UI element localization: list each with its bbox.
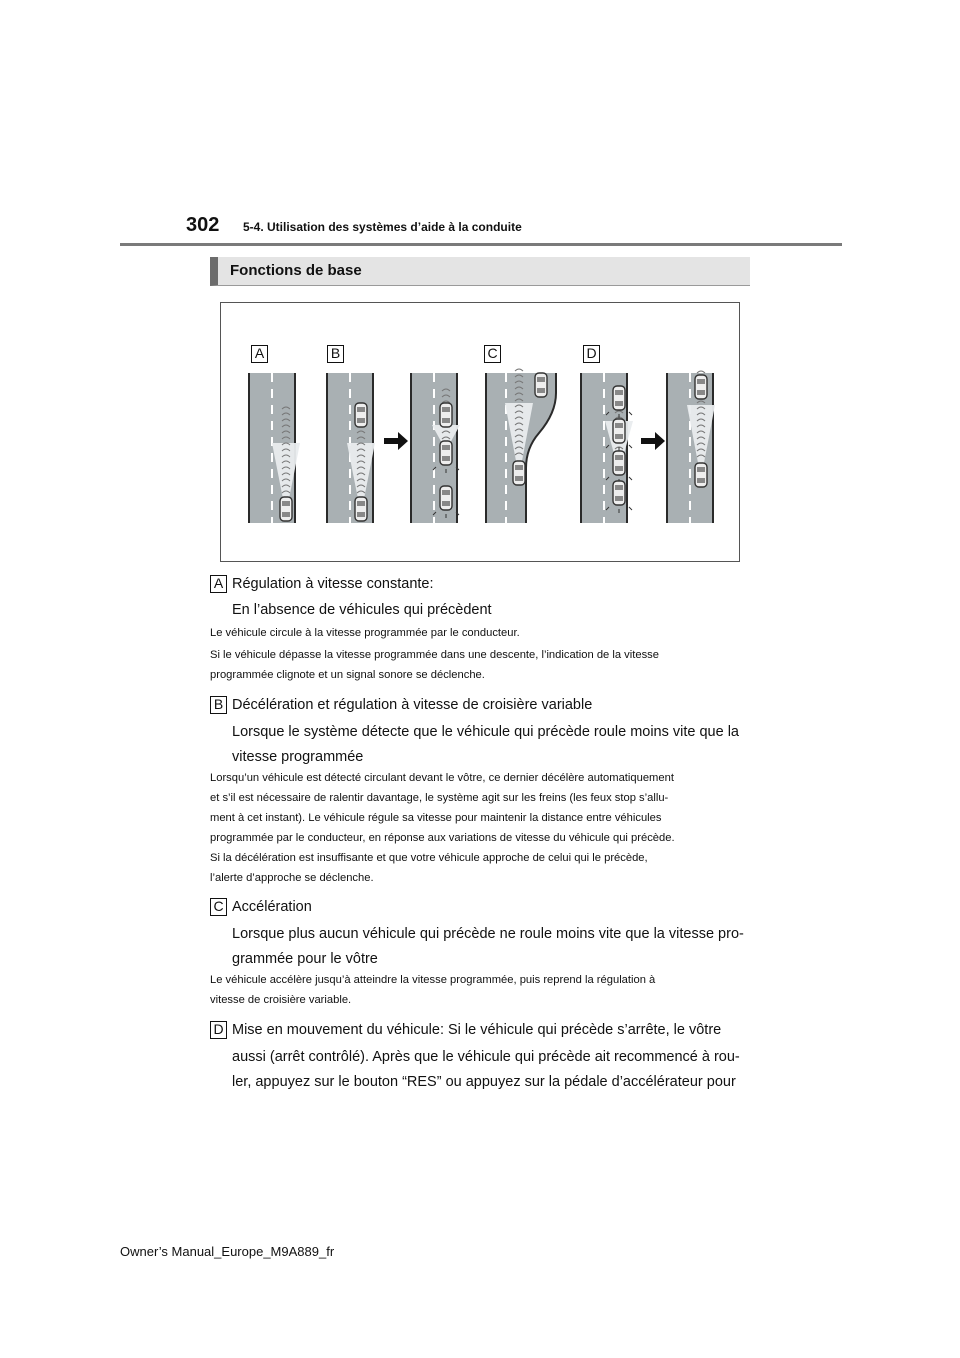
item-b-heading: Décélération et régulation à vitesse de croisière variable [232,697,593,713]
car-d1-own [613,451,625,475]
note-line: Le véhicule circule à la vitesse programmée par le conducteur. [210,627,520,639]
arrow-b [384,432,408,450]
car-d1-mid [613,419,625,443]
item-c-notes [210,970,750,1010]
car-d1-mid-window [615,434,623,439]
car-d1-lead-window [615,390,623,395]
section-title: Fonctions de base [230,262,362,279]
item-d-heading: Mise en mouvement du véhicule: Si le véhicule qui précède s’arrête, le vôtre [232,1022,722,1038]
note-line: vitesse de croisière variable. [210,994,352,1006]
page-footer: Owner’s Manual_Europe_M9A889_fr [120,1244,335,1259]
car-b2-follow-window [442,490,450,495]
car-a-own-window [282,501,290,506]
car-b2-own [440,441,452,465]
car-b1-lead [355,403,367,427]
item-c-label: C [210,898,227,916]
car-d2-lead-window [697,379,705,384]
car-b2-follow [440,486,452,510]
figure-label-a: A [251,345,268,363]
note-line: Lorsqu’un véhicule est détecté circulant devant le vôtre, ce dernier décélère automatiquement [210,772,674,784]
car-d1-follow-window [615,496,623,501]
car-b1-own-window [357,501,365,506]
car-d1-mid-window [615,423,623,428]
header-rule [120,243,842,246]
car-d2-lead-window [697,390,705,395]
car-c-lead-window [537,388,545,393]
item-a-label: A [210,575,227,593]
car-c-lead [535,373,547,397]
car-b2-lead-window [442,407,450,412]
car-b2-lead-window [442,418,450,423]
item-b-notes [210,768,750,888]
lead-line: Lorsque plus aucun véhicule qui précède ne roule moins vite que la vitesse pro- [232,926,744,942]
figure-label-b: B [327,345,344,363]
item-d-lead [232,1045,757,1095]
car-d1-lead-window [615,401,623,406]
car-d1-lead [613,386,625,410]
radar-c-wave [515,369,523,371]
car-c-own [513,461,525,485]
car-d1-follow-window [615,485,623,490]
car-d2-own-window [697,478,705,483]
car-c-own-window [515,465,523,470]
car-b2-own-window [442,445,450,450]
car-d2-own [695,463,707,487]
note-line: l’alerte d’approche se déclenche. [210,872,374,884]
note-line: programmée par le conducteur, en réponse aux variations de vitesse du véhicule qui précède. [210,832,675,844]
note-line: Si le véhicule dépasse la vitesse programmée dans une descente, l’indication de la vitesse [210,649,660,661]
item-b-lead [232,720,757,770]
car-b1-lead-window [357,407,365,412]
arrow-d [641,432,665,450]
note-line: Si la décélération est insuffisante et que votre véhicule approche de celui qui le précède, [210,852,648,864]
note-line: et s’il est nécessaire de ralentir davantage, le système agit sur les freins (les feux stop s’allu- [210,792,669,804]
lead-line: aussi (arrêt contrôlé). Après que le véhicule qui précède ait recommencé à rou- [232,1049,740,1065]
car-d2-lead [695,375,707,399]
note-line: programmée clignote et un signal sonore se déclenche. [210,669,485,681]
page-number: 302 [186,214,220,236]
item-c-lead [232,922,757,972]
note-line: ment à cet instant). Le véhicule régule sa vitesse pour maintenir la distance entre véhicules [210,812,662,824]
figure-label-d: D [583,345,600,363]
car-d1-own-window [615,455,623,460]
figure-label-c: C [484,345,501,363]
car-d1-follow [613,481,625,505]
item-a-notes [210,623,750,685]
item-b-label: B [210,696,227,714]
car-a-own-window [282,512,290,517]
car-b2-lead [440,403,452,427]
lead-line: Lorsque le système détecte que le véhicule qui précède roule moins vite que la [232,724,739,740]
item-a-lead: En l’absence de véhicules qui précèdent [232,602,492,618]
car-b1-lead-window [357,418,365,423]
car-c-own-window [515,476,523,481]
lead-line: grammée pour le vôtre [232,951,378,967]
section-header [210,257,750,286]
car-b1-own-window [357,512,365,517]
item-c-heading: Accélération [232,899,312,915]
lead-line: vitesse programmée [232,749,364,765]
car-a-own [280,497,292,521]
note-line: Le véhicule accélère jusqu’à atteindre la vitesse programmée, puis reprend la régulation à [210,974,656,986]
car-b1-own [355,497,367,521]
lead-line: ler, appuyez sur le bouton “RES” ou appuyez sur la pédale d’accélérateur pour [232,1074,736,1090]
acc-diagram [220,302,740,562]
item-d-label: D [210,1021,227,1039]
car-c-lead-window [537,377,545,382]
acc-illustration [221,303,741,563]
item-a-heading: Régulation à vitesse constante: [232,576,434,592]
chapter-title: 5-4. Utilisation des systèmes d’aide à la conduite [243,220,522,234]
radar-d2-wave [697,371,705,373]
car-d2-own-window [697,467,705,472]
car-b2-follow-window [442,501,450,506]
car-b2-own-window [442,456,450,461]
car-d1-own-window [615,466,623,471]
